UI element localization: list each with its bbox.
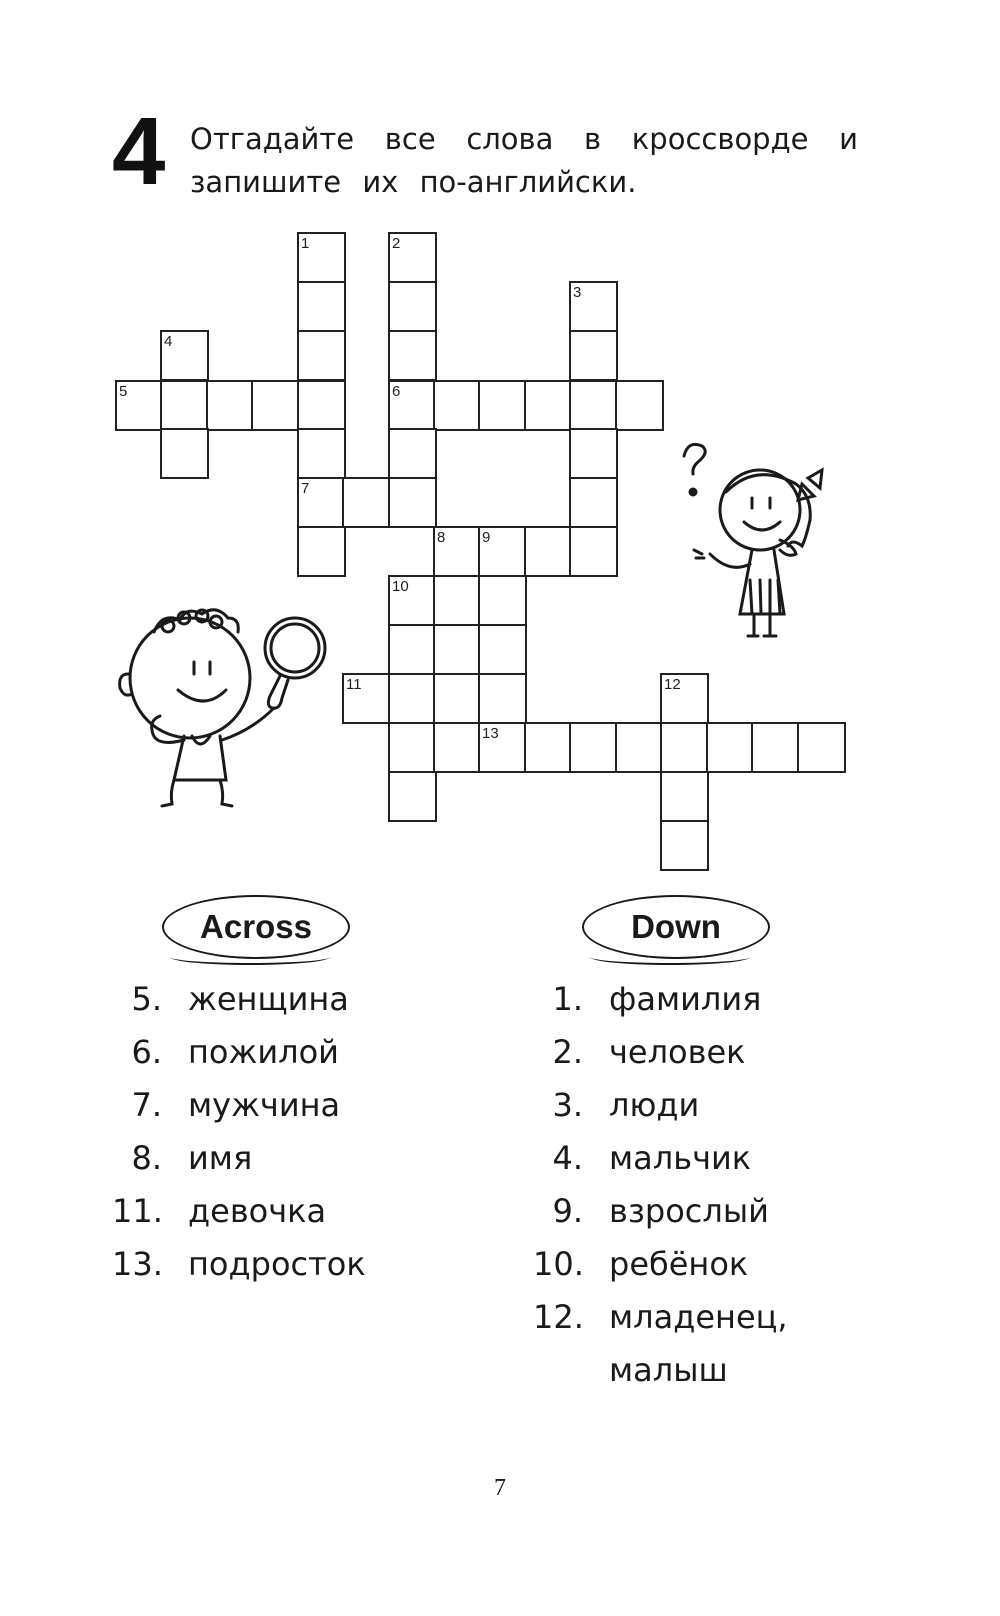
crossword-cell[interactable] xyxy=(569,380,618,431)
crossword-cell[interactable] xyxy=(660,722,709,773)
crossword-cell-4[interactable] xyxy=(160,330,209,381)
clue-text: взрослый xyxy=(609,1192,769,1230)
clue-text: малыш xyxy=(609,1351,728,1389)
crossword-cell[interactable] xyxy=(433,673,482,724)
clue-number: 9. xyxy=(552,1192,583,1230)
clue-number: 7. xyxy=(131,1086,162,1124)
crossword-cell[interactable] xyxy=(478,575,527,626)
crossword-cell-6[interactable] xyxy=(388,380,437,431)
clue-number: 10. xyxy=(533,1245,584,1283)
instruction-line-2: запишите их по-английски. xyxy=(190,165,637,199)
clue-number-label: 13 xyxy=(482,725,499,742)
crossword-cell[interactable] xyxy=(388,428,437,479)
crossword-cell[interactable] xyxy=(206,380,255,431)
crossword-cell[interactable] xyxy=(297,380,346,431)
page-number: 7 xyxy=(494,1475,506,1501)
crossword-cell[interactable] xyxy=(297,526,346,577)
crossword-cell[interactable] xyxy=(706,722,755,773)
list-item xyxy=(112,1185,366,1238)
crossword-cell[interactable] xyxy=(433,722,482,773)
crossword-cell[interactable] xyxy=(251,380,300,431)
clue-number: 6. xyxy=(131,1033,162,1071)
crossword-cell-7[interactable] xyxy=(297,477,346,528)
crossword-cell[interactable] xyxy=(569,330,618,381)
list-item xyxy=(112,973,366,1026)
clue-text: младенец, xyxy=(609,1298,788,1336)
crossword-cell[interactable] xyxy=(297,281,346,332)
crossword-cell[interactable] xyxy=(569,477,618,528)
crossword-cell[interactable] xyxy=(615,722,664,773)
clue-number-label: 5 xyxy=(119,383,128,400)
clue-text: пожилой xyxy=(188,1033,339,1071)
clue-number: 13. xyxy=(112,1245,163,1283)
crossword-cell[interactable] xyxy=(751,722,800,773)
clue-number: 1. xyxy=(552,980,583,1018)
crossword-cell[interactable] xyxy=(660,820,709,871)
across-heading: Across xyxy=(162,895,350,959)
clue-text: фамилия xyxy=(609,980,762,1018)
crossword-cell-9[interactable] xyxy=(478,526,527,577)
clue-text: женщина xyxy=(188,980,349,1018)
crossword-cell[interactable] xyxy=(297,330,346,381)
crossword-cell[interactable] xyxy=(797,722,846,773)
crossword-cell-8[interactable] xyxy=(433,526,482,577)
crossword-cell[interactable] xyxy=(569,526,618,577)
crossword-cell[interactable] xyxy=(433,380,482,431)
crossword-cell[interactable] xyxy=(524,380,573,431)
crossword-cell[interactable] xyxy=(433,575,482,626)
crossword-cell[interactable] xyxy=(388,624,437,675)
crossword-cell[interactable] xyxy=(615,380,664,431)
crossword-cell[interactable] xyxy=(569,722,618,773)
crossword-cell[interactable] xyxy=(388,771,437,822)
clue-number-label: 6 xyxy=(392,383,401,400)
crossword-cell-2[interactable] xyxy=(388,232,437,283)
crossword-cell[interactable] xyxy=(433,624,482,675)
clue-number-label: 10 xyxy=(392,578,409,595)
exercise-number: 4 xyxy=(112,98,166,205)
crossword-cell[interactable] xyxy=(388,722,437,773)
list-item xyxy=(533,1026,788,1079)
crossword-cell-10[interactable] xyxy=(388,575,437,626)
crossword-cell[interactable] xyxy=(478,624,527,675)
clue-number-label: 8 xyxy=(437,529,446,546)
crossword-cell-3[interactable] xyxy=(569,281,618,332)
clue-number: 2. xyxy=(552,1033,583,1071)
list-item xyxy=(533,1291,788,1344)
crossword-cell[interactable] xyxy=(297,428,346,479)
list-item xyxy=(533,1185,788,1238)
clue-number-label: 4 xyxy=(164,333,173,350)
crossword-cell[interactable] xyxy=(160,380,209,431)
list-item xyxy=(533,1238,788,1291)
crossword-cell[interactable] xyxy=(160,428,209,479)
clue-text: имя xyxy=(188,1139,253,1177)
clue-number: 3. xyxy=(552,1086,583,1124)
clue-number-label: 1 xyxy=(301,235,310,252)
crossword-cell[interactable] xyxy=(388,330,437,381)
clue-text: люди xyxy=(609,1086,700,1124)
crossword-cell[interactable] xyxy=(569,428,618,479)
crossword-cell[interactable] xyxy=(388,281,437,332)
clue-text: подросток xyxy=(188,1245,366,1283)
question-mark-icon xyxy=(684,444,705,474)
crossword-cell[interactable] xyxy=(388,673,437,724)
list-item xyxy=(112,1132,366,1185)
clue-number: 5. xyxy=(131,980,162,1018)
clue-number xyxy=(533,1344,583,1397)
crossword-cell[interactable] xyxy=(524,722,573,773)
list-item xyxy=(533,973,788,1026)
girl-illustration xyxy=(660,430,840,650)
across-clue-list xyxy=(112,973,366,1291)
clue-text: мальчик xyxy=(609,1139,752,1177)
list-item xyxy=(112,1026,366,1079)
clue-number: 12. xyxy=(533,1298,584,1336)
crossword-cell-11[interactable] xyxy=(342,673,391,724)
clue-text: человек xyxy=(609,1033,746,1071)
clue-number: 4. xyxy=(552,1139,583,1177)
crossword-cell-12[interactable] xyxy=(660,673,709,724)
crossword-cell[interactable] xyxy=(478,673,527,724)
crossword-cell[interactable] xyxy=(388,477,437,528)
crossword-cell[interactable] xyxy=(524,526,573,577)
list-item xyxy=(533,1132,788,1185)
clue-text: девочка xyxy=(188,1192,327,1230)
crossword-cell-5[interactable] xyxy=(115,380,164,431)
crossword-cell-13[interactable] xyxy=(478,722,527,773)
clue-number-label: 12 xyxy=(664,676,681,693)
list-item xyxy=(533,1079,788,1132)
clue-number: 11. xyxy=(112,1192,163,1230)
clue-number-label: 2 xyxy=(392,235,401,252)
clue-number-label: 7 xyxy=(301,480,310,497)
down-heading: Down xyxy=(582,895,770,959)
clue-number: 8. xyxy=(131,1139,162,1177)
clue-text: ребёнок xyxy=(609,1245,749,1283)
boy-with-magnifier-illustration xyxy=(110,600,340,820)
crossword-cell-1[interactable] xyxy=(297,232,346,283)
down-clue-list xyxy=(533,973,788,1397)
list-item xyxy=(112,1079,366,1132)
list-item xyxy=(533,1344,788,1397)
clue-number-label: 11 xyxy=(346,676,362,693)
list-item xyxy=(112,1238,366,1291)
crossword-cell[interactable] xyxy=(660,771,709,822)
clue-number-label: 3 xyxy=(573,284,582,301)
instruction-line-1: Отгадайте все слова в кроссворде и xyxy=(190,122,858,156)
crossword-cell[interactable] xyxy=(478,380,527,431)
clue-text: мужчина xyxy=(188,1086,341,1124)
clue-number-label: 9 xyxy=(482,529,491,546)
crossword-cell[interactable] xyxy=(342,477,391,528)
